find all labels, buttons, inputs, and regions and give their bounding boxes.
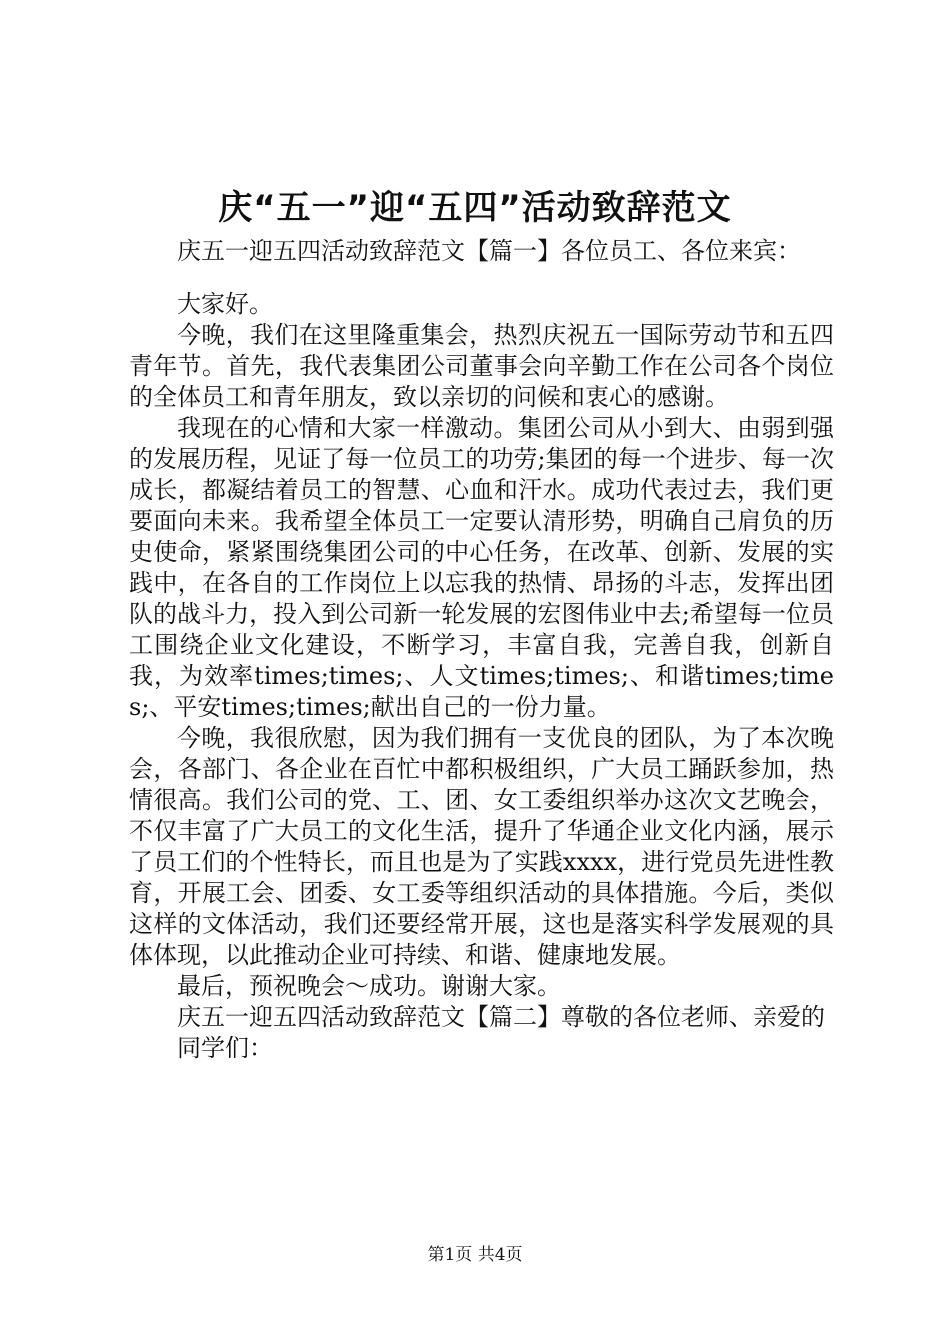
document-body <box>129 230 834 1064</box>
paragraph-heading-two: 庆五一迎五四活动致辞范文【篇二】尊敬的各位老师、亲爱的 <box>177 1003 825 1031</box>
paragraph-heading-one: 庆五一迎五四活动致辞范文【篇一】各位员工、各位来宾： <box>177 237 801 265</box>
document-title: 庆“五一”迎“五四”活动致辞范文 <box>218 188 732 228</box>
page-number-footer: 第1页 共4页 <box>427 1245 523 1265</box>
paragraph-opening: 今晚，我们在这里隆重集会，热烈庆祝五一国际劳动节和五四青年节。首先，我代表集团公司董事会向辛勤工作在公司各个岗位的全体员工和青年朋友，致以亲切的问候和衷心的感谢。 <box>129 321 834 411</box>
paragraph-greeting: 大家好。 <box>177 290 273 318</box>
paragraph-mood: 我现在的心情和大家一样激动。集团公司从小到大、由弱到强的发展历程，见证了每一位员工的功劳;集团的每一个进步、每一次成长，都凝结着员工的智慧、心血和汗水。成功代表过去，我们更要面向未来。我希望全体员工一定要认清形势，明确自己肩负的历史使命，紧紧围绕集团公司的中心任务，在改革、创新、发展的实践中，在各自的工作岗位上以忘我的热情、昂扬的斗志，发挥出团队的战斗力，投入到公司新一轮发展的宏图伟业中去;希望每一位员工围绕企业文化建设，不断学习，丰富自我，完善自我，创新自我，为效率times;times;、人文times;times;、和谐times;times;、平安times;times;献出自己的一份力量。 <box>129 414 834 721</box>
paragraph-tonight: 今晚，我很欣慰，因为我们拥有一支优良的团队，为了本次晚会，各部门、各企业在百忙中都积极组织，广大员工踊跃参加，热情很高。我们公司的党、工、团、女工委组织举办这次文艺晚会，不仅丰富了广大员工的文化生活，提升了华通企业文化内涵，展示了员工们的个性特长，而且也是为了实践xxxx，进行党员先进性教育，开展工会、团委、女工委等组织活动的具体措施。今后，类似这样的文体活动，我们还要经常开展，这也是落实科学发展观的具体体现，以此推动企业可持续、和谐、健康地发展。 <box>129 724 834 969</box>
paragraph-closing: 最后，预祝晚会～成功。谢谢大家。 <box>177 972 561 1000</box>
paragraph-salutation: 同学们： <box>177 1034 273 1062</box>
